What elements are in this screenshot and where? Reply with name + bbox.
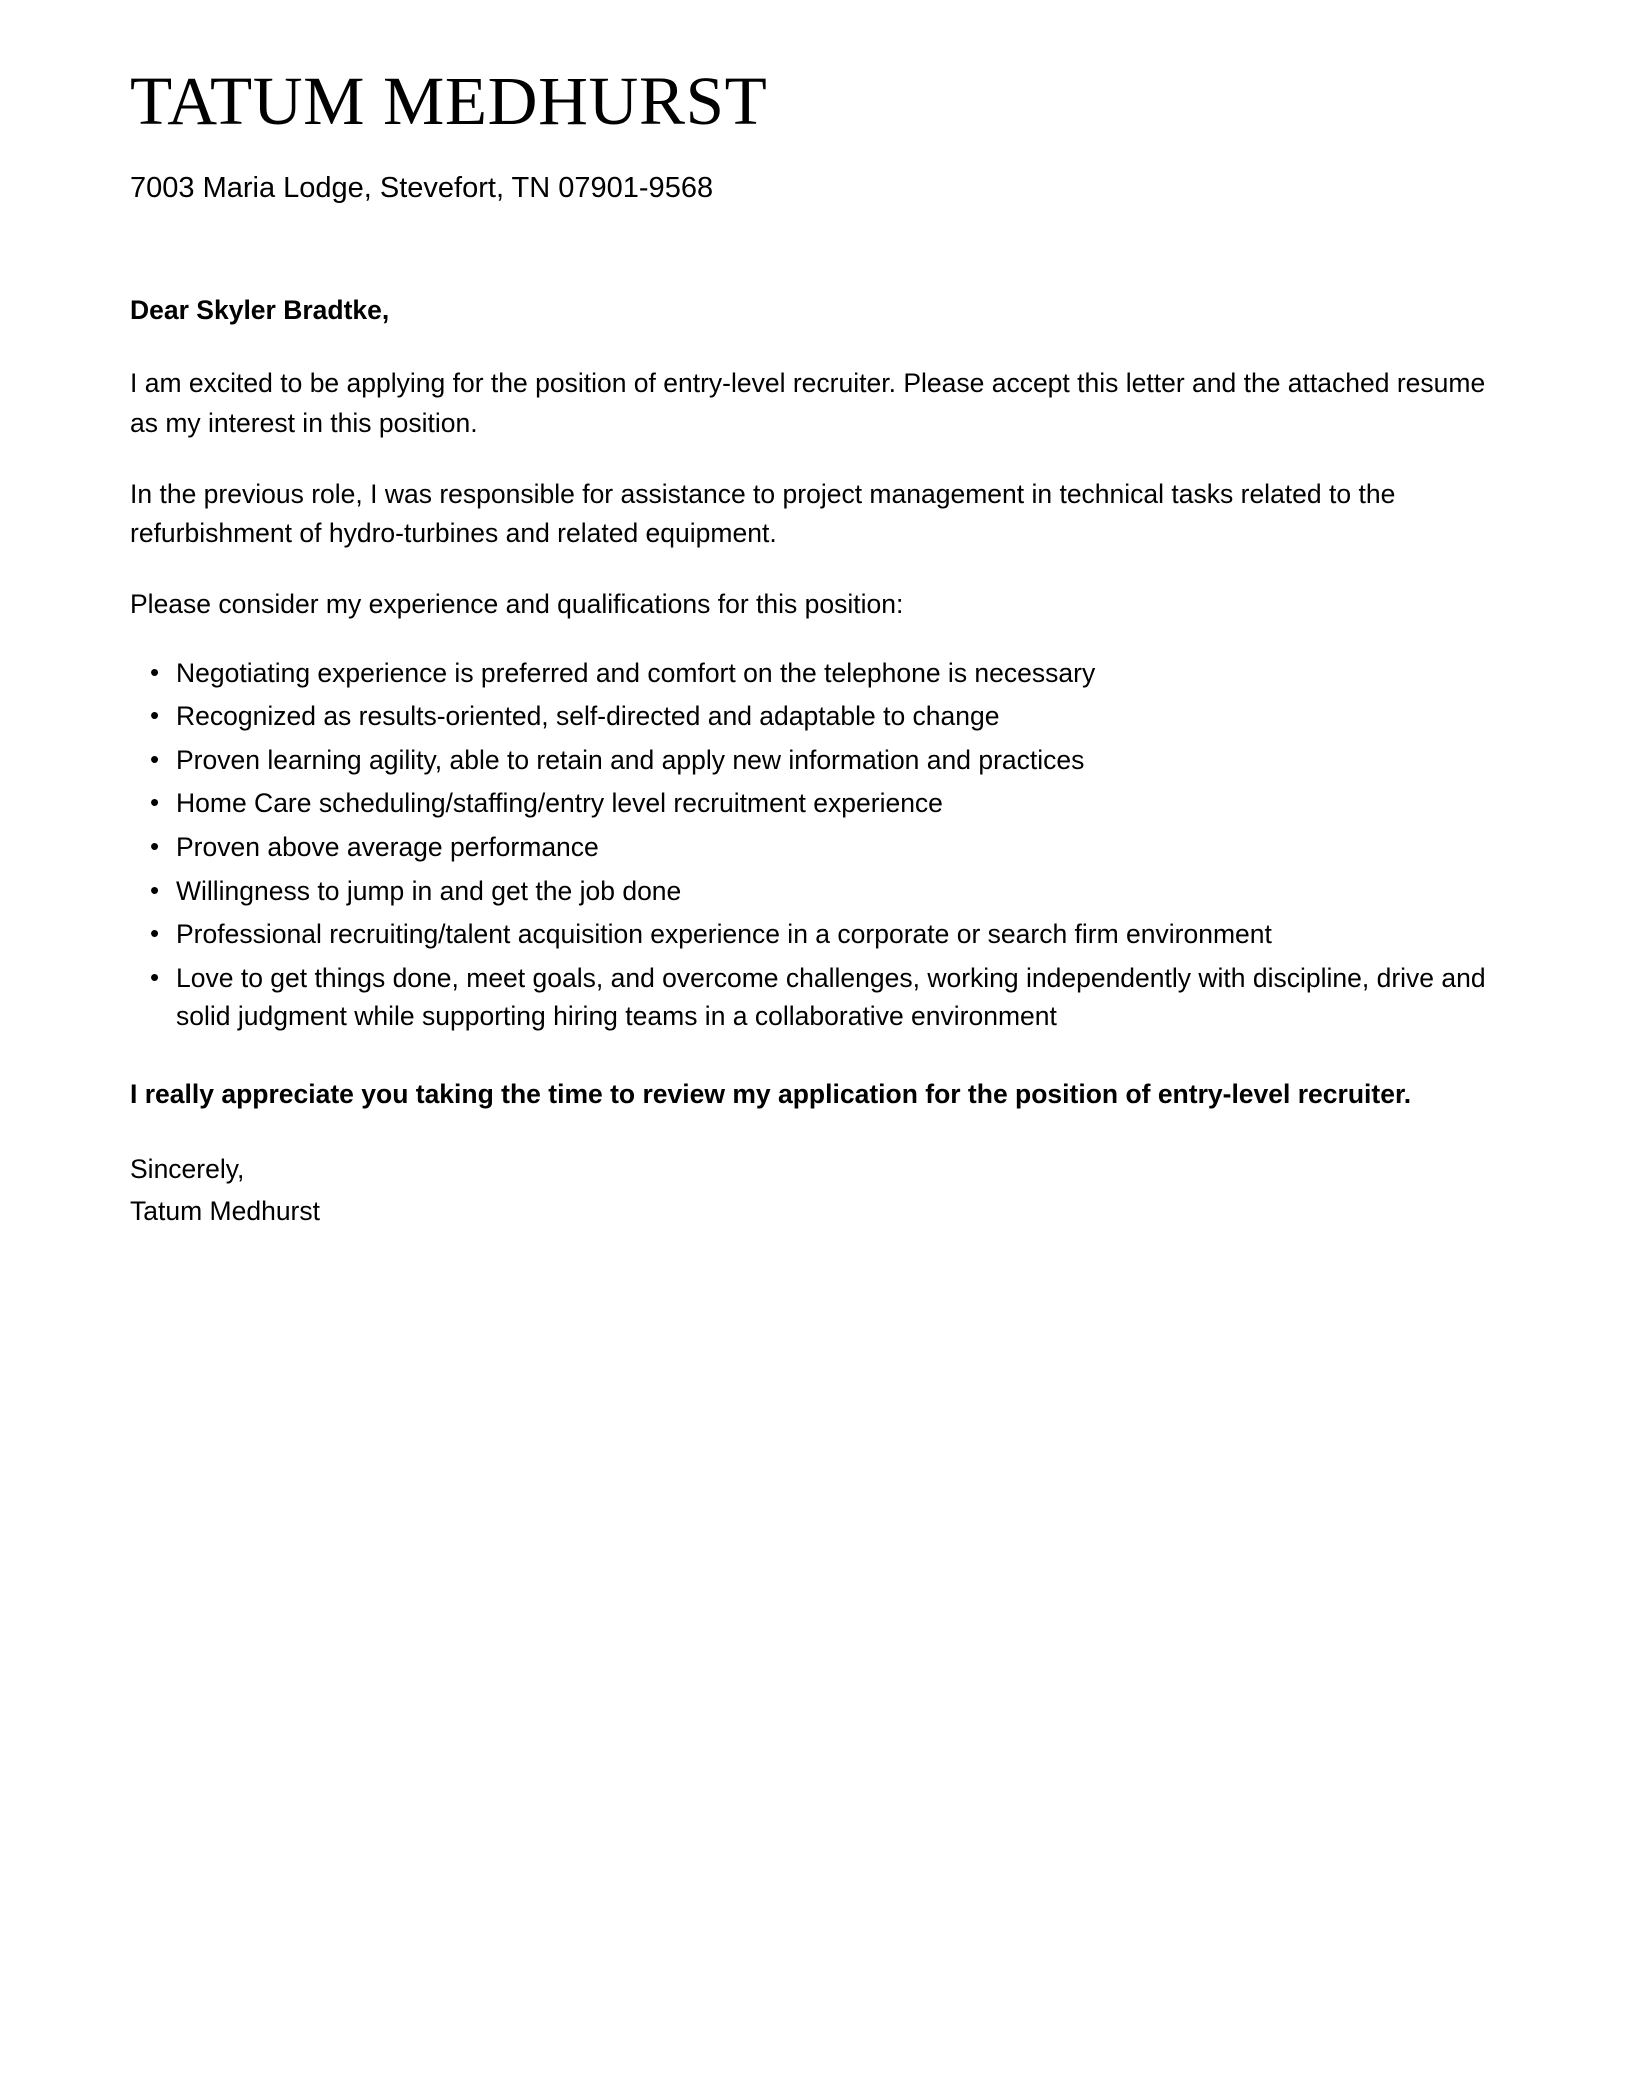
signoff-valediction: Sincerely, bbox=[130, 1154, 245, 1185]
applicant-address: 7003 Maria Lodge, Stevefort, TN 07901-9568 bbox=[130, 171, 714, 204]
signoff-name: Tatum Medhurst bbox=[130, 1195, 320, 1226]
letter-content bbox=[130, 291, 1490, 1231]
list-item: • Proven above average performance bbox=[130, 829, 1490, 867]
qualifications-list bbox=[130, 655, 1490, 1036]
list-item: • Proven learning agility, able to retain and apply new information and practices bbox=[130, 742, 1490, 780]
list-item: • Recognized as results-oriented, self-directed and adaptable to change bbox=[130, 698, 1490, 736]
cover-letter-body bbox=[130, 62, 1490, 1231]
paragraph-experience: In the previous role, I was responsible for assistance to project management in technical tasks related to the refurbishment of hydro-turbines and related equipment. bbox=[130, 478, 1396, 549]
paragraph-intro: I am excited to be applying for the position of entry-level recruiter. Please accept this letter and the attached resume as my interest in this position. bbox=[130, 368, 1486, 438]
list-item: • Love to get things done, meet goals, and overcome challenges, working independently with discipline, drive and solid judgment while supporting hiring teams in a collaborative environment bbox=[130, 960, 1490, 1035]
salutation: Dear Skyler Bradtke, bbox=[130, 294, 390, 325]
paragraph-qualifications-lead: Please consider my experience and qualifications for this position: bbox=[130, 589, 904, 620]
list-item: • Willingness to jump in and get the job done bbox=[130, 873, 1490, 911]
signoff-block bbox=[130, 1150, 1490, 1230]
list-item: • Professional recruiting/talent acquisition experience in a corporate or search firm environment bbox=[130, 916, 1490, 954]
list-item: • Home Care scheduling/staffing/entry level recruitment experience bbox=[130, 785, 1490, 823]
list-item: • Negotiating experience is preferred and comfort on the telephone is necessary bbox=[130, 655, 1490, 693]
page-title: TATUM MEDHURST bbox=[130, 63, 768, 139]
closing-statement: I really appreciate you taking the time to review my application for the position of entry-level recruiter. bbox=[130, 1079, 1412, 1110]
